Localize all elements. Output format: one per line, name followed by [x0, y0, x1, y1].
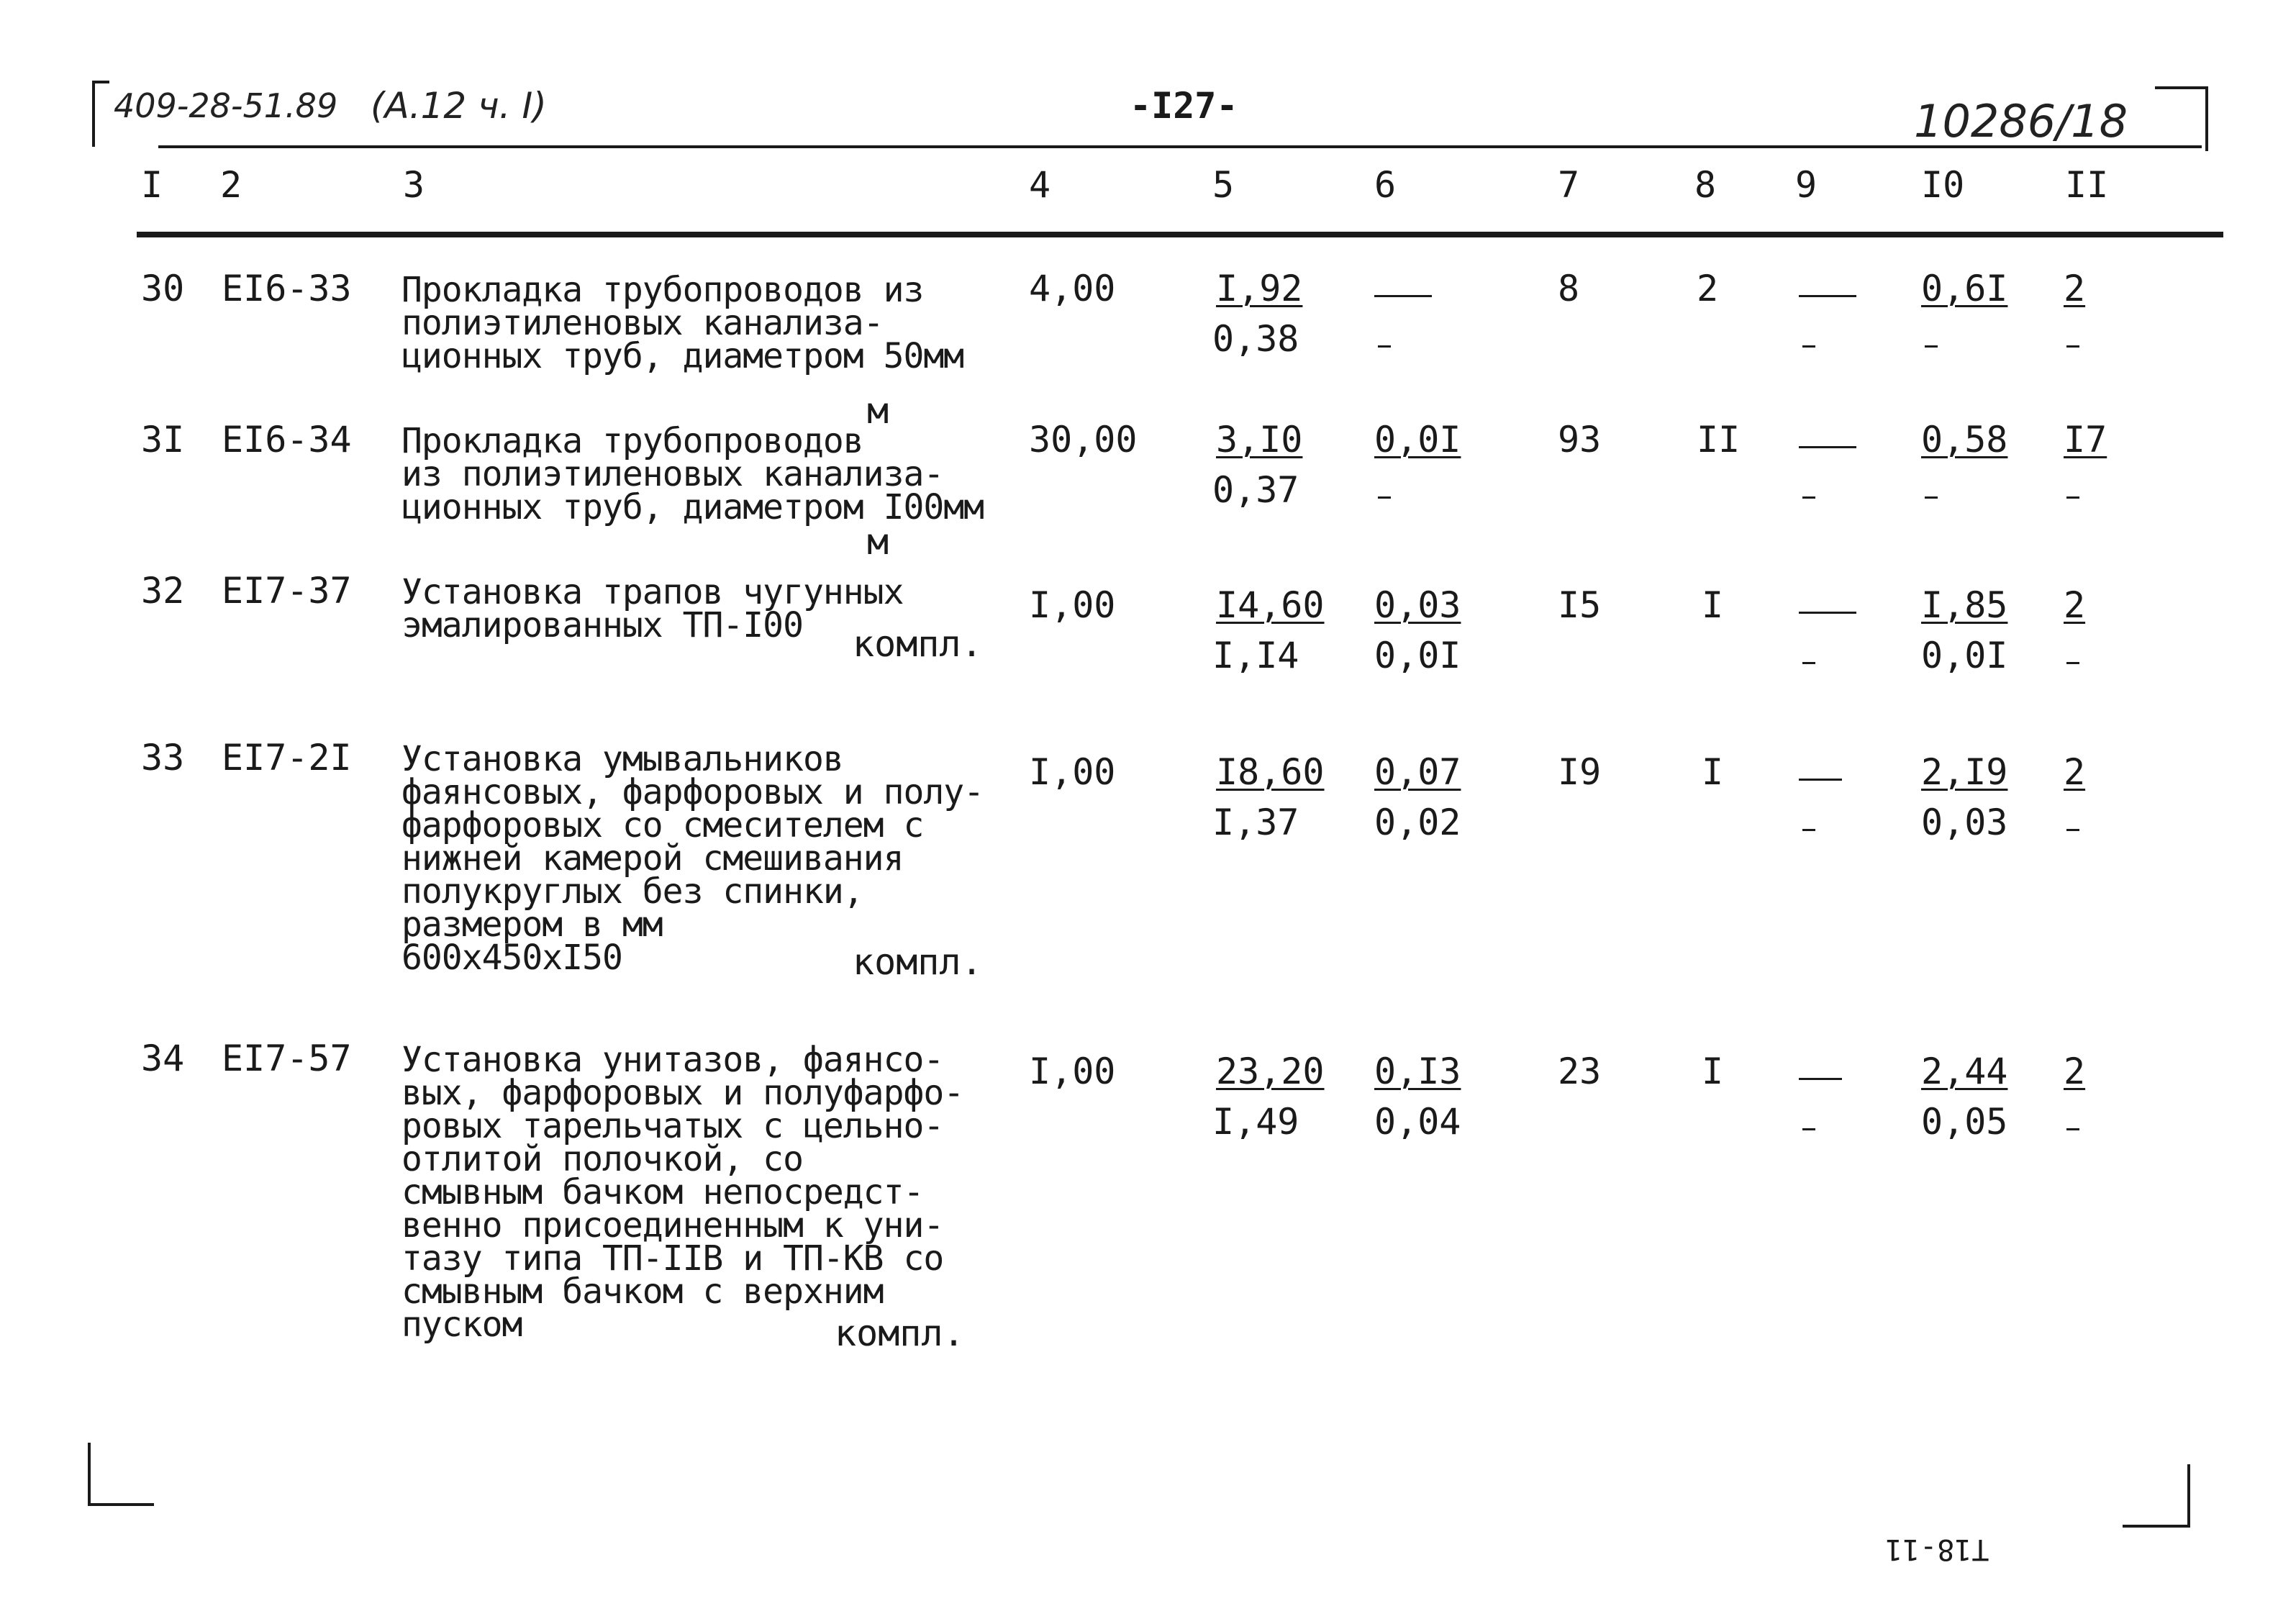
unit-label: м [867, 521, 889, 563]
norm-code: EI7-2I [222, 737, 352, 779]
col11-bottom [2066, 811, 2079, 844]
quantity: 4,00 [1029, 268, 1116, 309]
col-header-2: 2 [220, 164, 242, 206]
row-number: 32 [141, 570, 185, 612]
col7-value: I9 [1558, 751, 1602, 793]
col6-bottom: 0,0I [1374, 635, 1461, 676]
col-header-10: I0 [1921, 164, 1965, 206]
archive-number: 10286/18 [1914, 95, 2128, 148]
col10-bottom [1925, 478, 1938, 512]
col6-bottom [1378, 327, 1391, 360]
col-header-9: 9 [1795, 164, 1818, 206]
col10-top: 0,58 [1921, 419, 2008, 461]
quantity: I,00 [1029, 584, 1116, 626]
col11-top: 2 [2064, 584, 2086, 626]
col10-top: 0,6I [1921, 268, 2008, 309]
col5-top: I4,60 [1216, 584, 1325, 626]
col11-bottom [2066, 327, 2079, 360]
col11-bottom [2066, 1110, 2079, 1143]
col8-value: II [1697, 419, 1741, 461]
norm-code: EI7-57 [222, 1038, 352, 1079]
col9-top [1799, 1060, 1842, 1093]
row-number: 30 [141, 268, 185, 309]
col10-bottom: 0,05 [1921, 1101, 2008, 1143]
col-header-8: 8 [1694, 164, 1717, 206]
header-rule [158, 145, 2202, 148]
col10-bottom: 0,03 [1921, 802, 2008, 843]
col5-bottom: 0,38 [1212, 318, 1299, 360]
col9-bottom [1802, 1110, 1815, 1143]
row-number: 3I [141, 419, 185, 461]
row-number: 33 [141, 737, 185, 779]
col5-bottom: I,I4 [1212, 635, 1299, 676]
norm-code: EI6-34 [222, 419, 352, 461]
col10-top: 2,I9 [1921, 751, 2008, 793]
page-number: -I27- [1130, 85, 1238, 127]
frame-corner-top-left [92, 81, 109, 147]
col5-bottom: 0,37 [1212, 469, 1299, 511]
unit-label: м [867, 390, 889, 432]
col8-value: I [1702, 751, 1724, 793]
col7-value: I5 [1558, 584, 1602, 626]
col-header-11: II [2065, 164, 2109, 206]
col6-top: 0,I3 [1374, 1051, 1461, 1092]
col-header-6: 6 [1374, 164, 1397, 206]
col6-bottom: 0,04 [1374, 1101, 1461, 1143]
col6-top: 0,07 [1374, 751, 1461, 793]
col11-bottom [2066, 644, 2079, 677]
col6-top: 0,03 [1374, 584, 1461, 626]
col-header-4: 4 [1029, 164, 1051, 206]
col-header-3: 3 [403, 164, 425, 206]
doc-code: 409-28-51.89 [114, 86, 338, 125]
col-header-7: 7 [1558, 164, 1580, 206]
footer-code: Т18-11 [1885, 1533, 1989, 1566]
col9-bottom [1802, 478, 1815, 512]
work-description: Установка унитазов, фаянсо- вых, фарфоровых и полуфарфо- ровых тарельчатых с цельно- отлитой полочкой, со смывным бачком непосредст- венно присоединенным к уни- тазу типа ТП-IIВ и ТП-КВ со смывным бачком с верхним пуском [401, 1040, 964, 1345]
col5-bottom: I,49 [1212, 1101, 1299, 1143]
norm-code: EI7-37 [222, 570, 352, 612]
norm-code: EI6-33 [222, 268, 352, 309]
unit-label: компл. [853, 623, 983, 665]
col11-top: 2 [2064, 751, 2086, 793]
col9-top [1799, 277, 1856, 310]
col9-top [1799, 761, 1842, 794]
col10-top: 2,44 [1921, 1051, 2008, 1092]
frame-corner-bottom-left [88, 1443, 154, 1506]
col11-bottom [2066, 478, 2079, 512]
col7-value: 23 [1558, 1051, 1602, 1092]
col11-top: 2 [2064, 268, 2086, 309]
col10-top: I,85 [1921, 584, 2008, 626]
quantity: I,00 [1029, 751, 1116, 793]
col11-top: I7 [2064, 419, 2107, 461]
col10-bottom [1925, 327, 1938, 360]
col7-value: 93 [1558, 419, 1602, 461]
col9-bottom [1802, 811, 1815, 844]
work-description: Прокладка трубопроводов из полиэтиленовых канализа- ционных труб, диаметром 50мм [401, 270, 964, 376]
col6-bottom: 0,02 [1374, 802, 1461, 843]
work-description: Прокладка трубопроводов из полиэтиленовых канализа- ционных труб, диаметром I00мм [401, 421, 984, 527]
col5-top: I8,60 [1216, 751, 1325, 793]
quantity: I,00 [1029, 1051, 1116, 1092]
unit-label: компл. [853, 941, 983, 983]
frame-corner-top-right [2155, 86, 2208, 151]
col8-value: I [1702, 584, 1724, 626]
column-header-rule [137, 232, 2223, 237]
col5-top: I,92 [1216, 268, 1303, 309]
work-description: Установка умывальников фаянсовых, фарфоровых и полу- фарфоровых со смесителем с нижней камерой смешивания полукруглых без спинки, размером в мм 600х450хI50 [401, 739, 984, 978]
work-description: Установка трапов чугунных эмалированных ТП-I00 [401, 572, 904, 645]
col5-bottom: I,37 [1212, 802, 1299, 843]
col-header-5: 5 [1212, 164, 1235, 206]
row-number: 34 [141, 1038, 185, 1079]
col5-top: 23,20 [1216, 1051, 1325, 1092]
col10-bottom: 0,0I [1921, 635, 2008, 676]
col9-top [1799, 594, 1856, 627]
unit-label: компл. [835, 1312, 965, 1354]
col6-top: 0,0I [1374, 419, 1461, 461]
col8-value: I [1702, 1051, 1724, 1092]
col11-top: 2 [2064, 1051, 2086, 1092]
album-label: (А.12 ч. I) [371, 85, 547, 127]
col9-bottom [1802, 644, 1815, 677]
col9-bottom [1802, 327, 1815, 360]
col5-top: 3,I0 [1216, 419, 1303, 461]
col9-top [1799, 428, 1856, 461]
col7-value: 8 [1558, 268, 1580, 309]
col6-bottom [1378, 478, 1391, 512]
col8-value: 2 [1697, 268, 1719, 309]
col-header-1: I [141, 164, 163, 206]
quantity: 30,00 [1029, 419, 1138, 461]
col6-top [1374, 277, 1432, 310]
frame-corner-bottom-right [2123, 1464, 2190, 1528]
